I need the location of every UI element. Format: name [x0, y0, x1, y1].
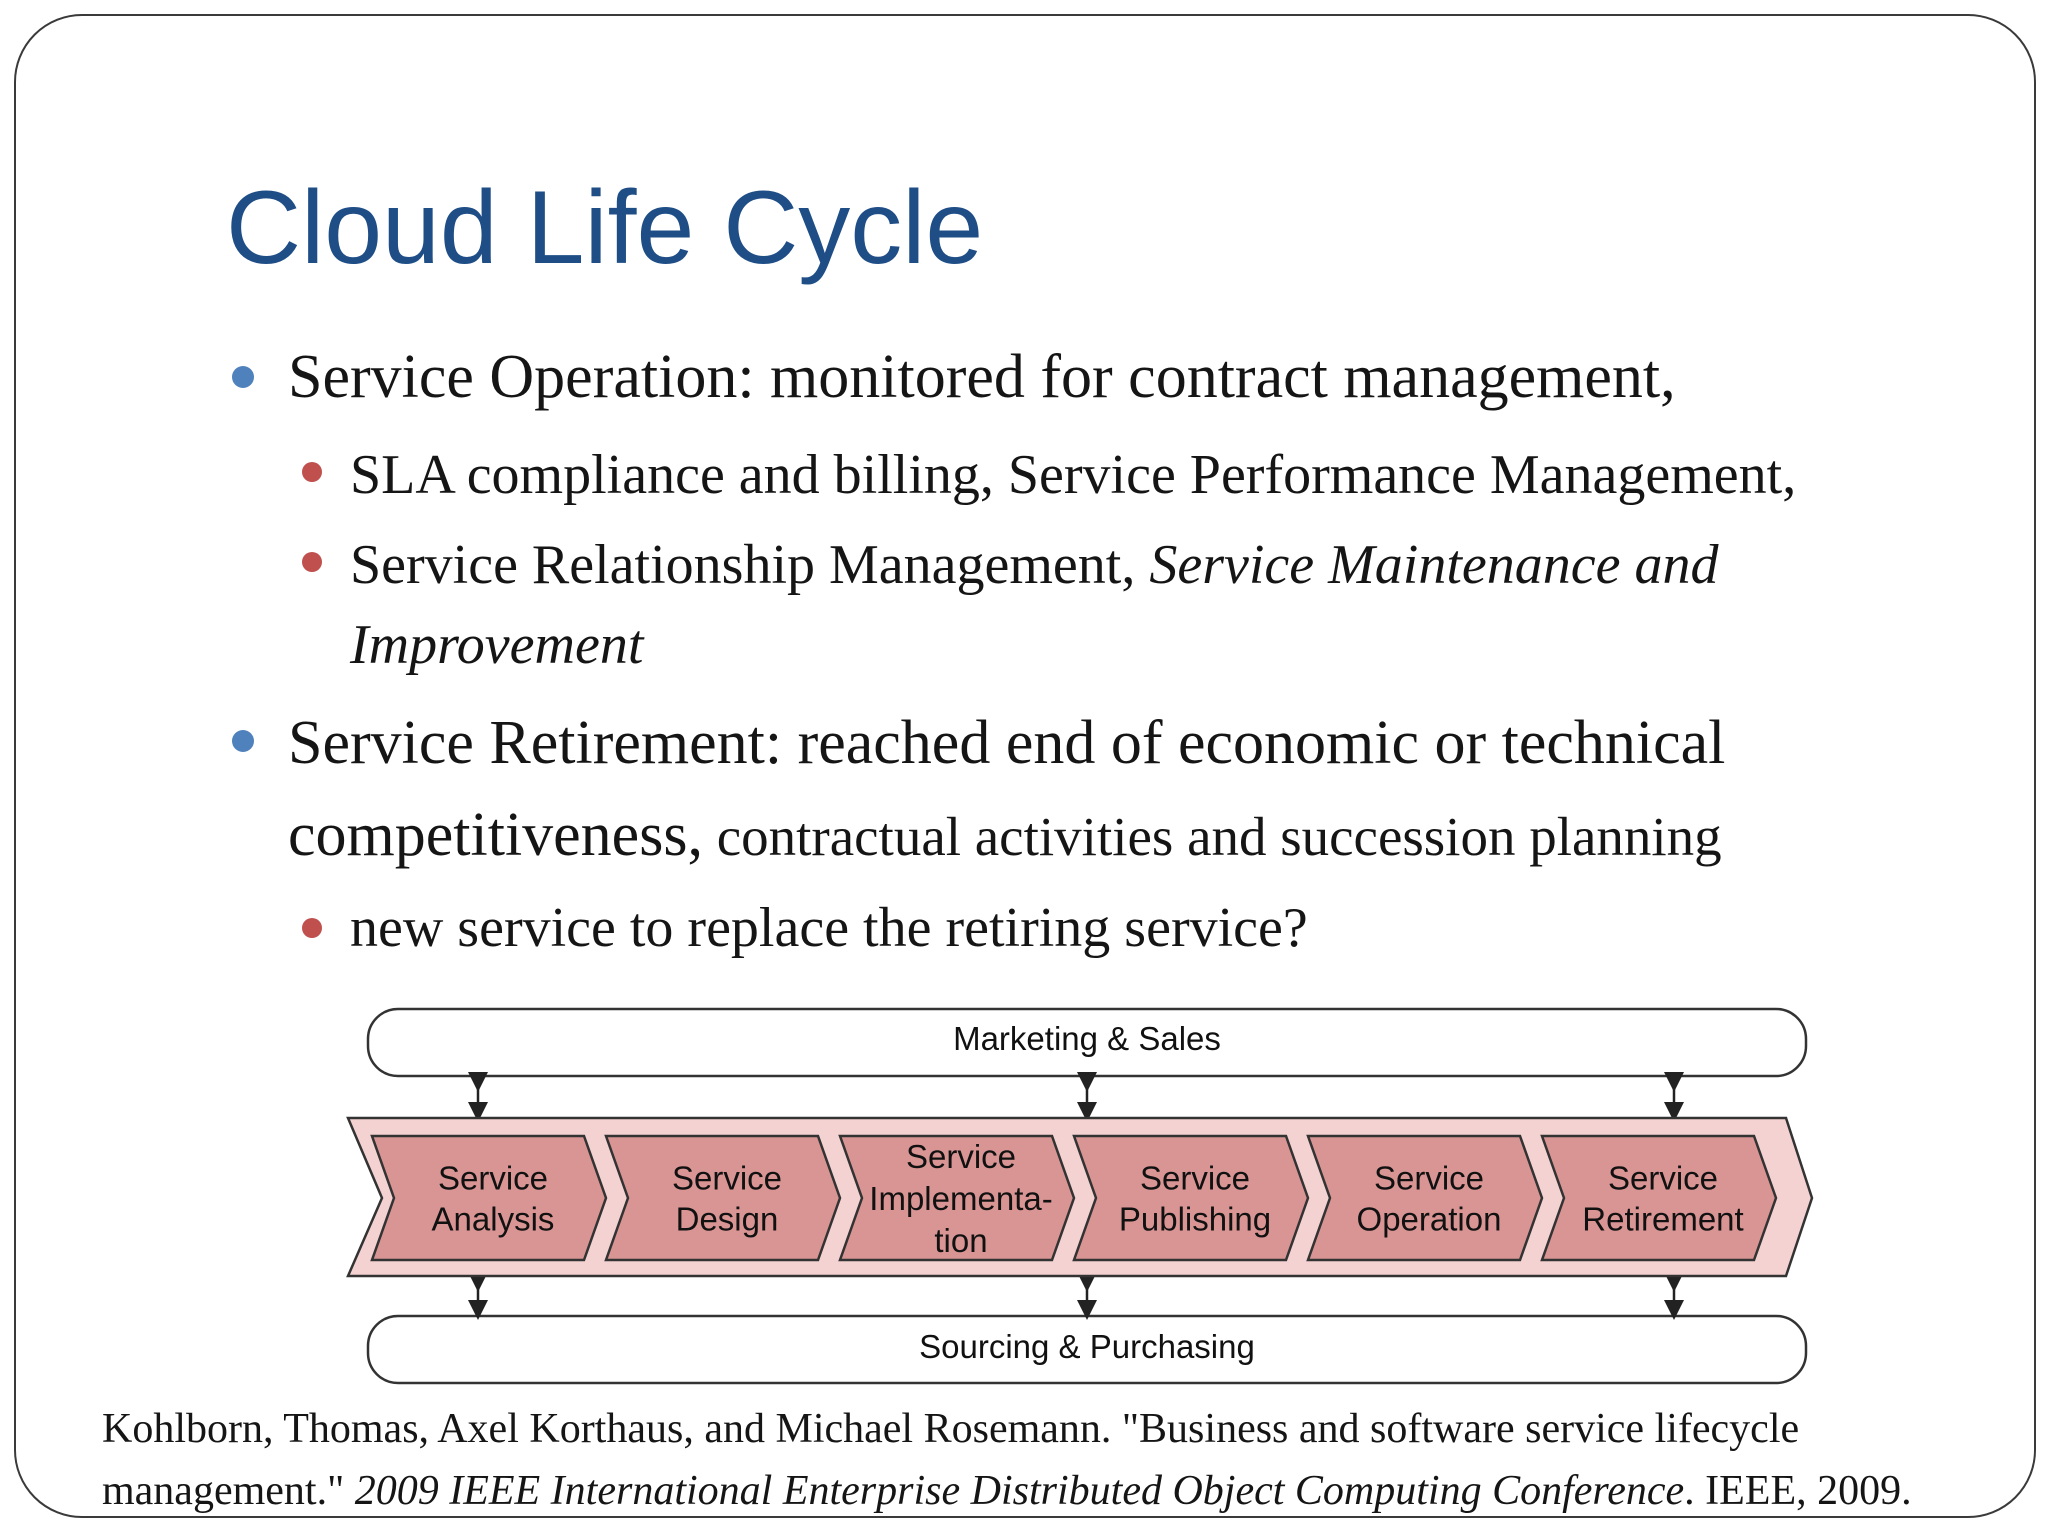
citation-line-2 — [102, 1470, 1912, 1512]
stage-label: Service — [1607, 1159, 1719, 1197]
bullet-service-retirement: Service Retirement: reached end of economic or technical — [288, 709, 1726, 777]
citation-plain: management." — [102, 1468, 355, 1514]
citation-end: . IEEE, 2009. — [1684, 1468, 1912, 1514]
stage-label: Service — [437, 1159, 549, 1197]
stage-label: Analysis — [431, 1200, 555, 1238]
marketing-sales-label: Marketing & Sales — [953, 1020, 1221, 1057]
bullet-service-operation: Service Operation: monitored for contract management, — [288, 343, 1676, 411]
stage-chevron — [606, 1136, 840, 1260]
stage-label: Service — [671, 1159, 783, 1197]
stage-chevron — [1074, 1136, 1308, 1260]
stage-chevron — [1542, 1136, 1776, 1260]
competitiveness-text: competitiveness, — [288, 801, 703, 869]
stage-label: Service — [1139, 1159, 1251, 1197]
stage-label: Retirement — [1582, 1200, 1744, 1238]
stage-label: Service — [905, 1138, 1017, 1175]
sub-bullet-relationship-text: Service Relationship Management, — [350, 534, 1150, 596]
sourcing-purchasing-label: Sourcing & Purchasing — [919, 1328, 1255, 1365]
stage-label: Operation — [1356, 1200, 1502, 1238]
stage-label: Design — [675, 1200, 779, 1238]
stage-label: Publishing — [1118, 1200, 1272, 1238]
stage-label: tion — [934, 1222, 988, 1259]
stage-label: Implementa- — [869, 1180, 1053, 1217]
slide-title: Cloud Life Cycle — [226, 170, 984, 286]
sub-bullet-maintenance-text: Service Maintenance and — [1149, 534, 1719, 596]
contractual-text: contractual activities and succession planning — [702, 806, 1722, 867]
stage-chevron — [372, 1136, 606, 1260]
stage-label: Service — [1373, 1159, 1485, 1197]
sub-bullet-new-service: new service to replace the retiring service? — [350, 897, 1308, 959]
stage-chevron — [1308, 1136, 1542, 1260]
sub-bullet-improvement: Improvement — [350, 614, 644, 676]
sub-bullet-sla: SLA compliance and billing, Service Performance Management, — [350, 444, 1797, 506]
citation-line-1: Kohlborn, Thomas, Axel Korthaus, and Michael Rosemann. "Business and software service lifecycle — [102, 1406, 1800, 1452]
citation-conference: 2009 IEEE International Enterprise Distributed Object Computing Conference — [354, 1468, 1685, 1514]
